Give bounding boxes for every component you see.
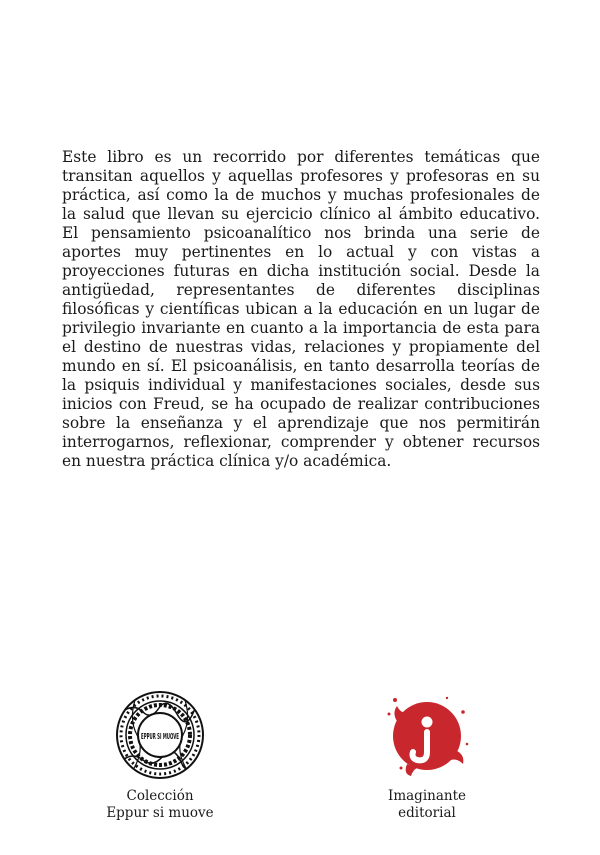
ink-drop-i-icon [377, 684, 477, 784]
seal-icon [115, 690, 205, 780]
publisher-logo [362, 684, 492, 822]
publisher-caption-line2: editorial [398, 805, 456, 821]
collection-caption-line2: Eppur si muove [106, 805, 214, 821]
seal-text: EPPUR SI MUOVE [141, 732, 179, 741]
back-cover-blurb: Este libro es un recorrido por diferentes temáticas que transitan aquellos y aquellas profesores y profesoras en su práctica, así como la de muchos y muchas profesionales de la salud que llevan su ejercicio clínico al ámbito educativo. El pensamiento psicoanalítico nos brinda una serie de aportes muy pertinentes en lo actual y con vistas a proyecciones futuras en dicha institución social. Desde la antigüedad, representantes de diferentes disciplinas filosóficas y científicas ubican a la educación en un lugar de privilegio invariante en cuanto a la importancia de esta para el destino de nuestras vidas, relaciones y propiamente del mundo en sí. El psicoanálisis, en tanto desarrolla teorías de la psiquis individual y manifestaciones sociales, desde sus inicios con Freud, se ha ocupado de realizar contribuciones sobre la enseñanza y el aprendizaje que nos permitirán interrogarnos, reflexionar, comprender y obtener recursos en nuestra práctica clínica y/o académica. [62, 148, 540, 470]
collection-logo [96, 690, 224, 822]
collection-caption-line1: Colección [126, 788, 194, 804]
publisher-caption-line1: Imaginante [388, 788, 466, 804]
